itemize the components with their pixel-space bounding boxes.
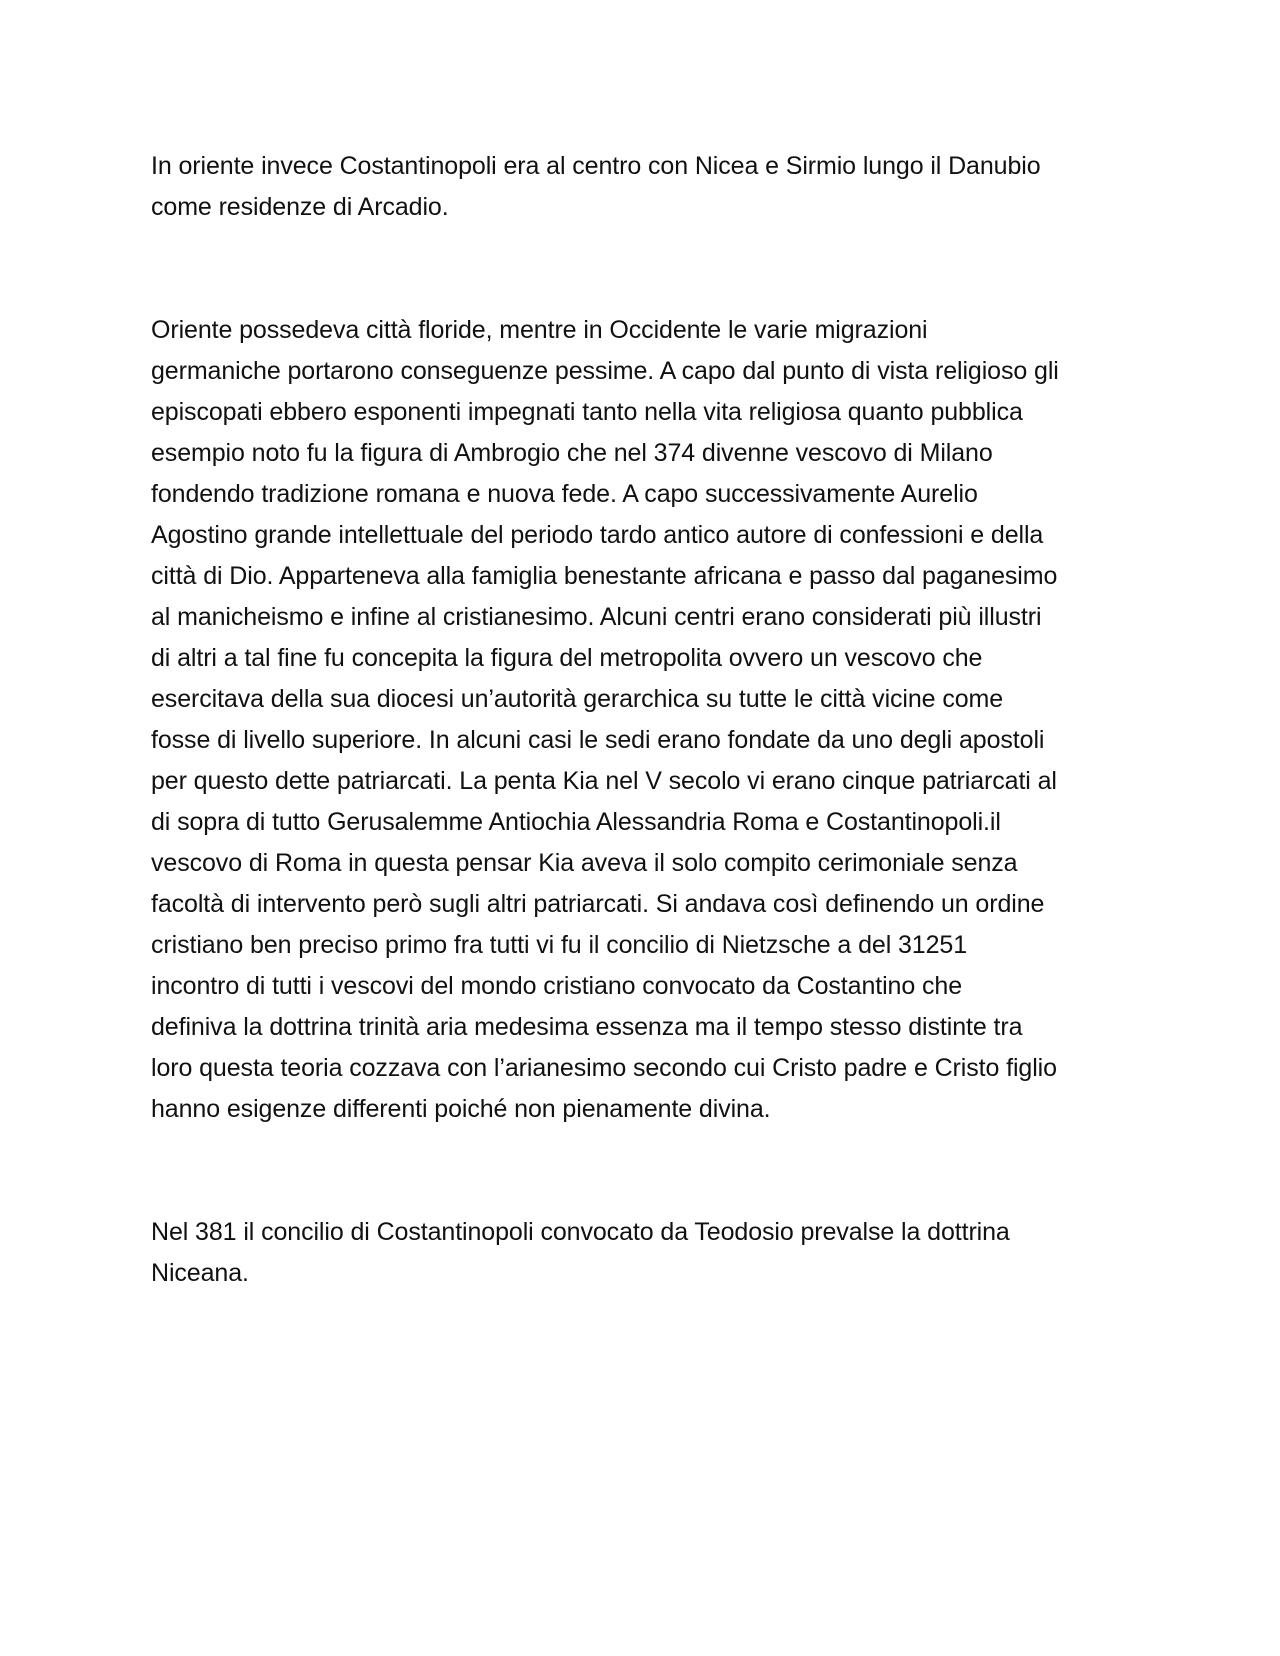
paragraph-spacer [151, 1130, 1141, 1212]
paragraph-concilio-costantinopoli: Nel 381 il concilio di Costantinopoli convocato da Teodosio prevalse la dottrina Niceana. [151, 1218, 1010, 1287]
paragraph-spacer [151, 228, 1141, 310]
document-body [151, 146, 1141, 1294]
paragraph-oriente-costantinopoli: In oriente invece Costantinopoli era al centro con Nicea e Sirmio lungo il Danubio come residenze di Arcadio. [151, 152, 1041, 221]
paragraph-oriente-citta: Oriente possedeva città floride, mentre in Occidente le varie migrazioni germaniche portarono conseguenze pessime. A capo dal punto di vista religioso gli episcopati ebbero esponenti impegnati tanto nella vita religiosa quanto pubblica esempio noto fu la figura di Ambrogio che nel 374 divenne vescovo di Milano fondendo tradizione romana e nuova fede. A capo successivamente Aurelio Agostino grande intellettuale del periodo tardo antico autore di confessioni e della città di Dio. Apparteneva alla famiglia benestante africana e passo dal paganesimo al manicheismo e infine al cristianesimo. Alcuni centri erano considerati più illustri di altri a tal fine fu concepita la figura del metropolita ovvero un vescovo che esercitava della sua diocesi un’autorità gerarchica su tutte le città vicine come fosse di livello superiore. In alcuni casi le sedi erano fondate da uno degli apostoli per questo dette patriarcati. La penta Kia nel V secolo vi erano cinque patriarcati al di sopra di tutto Gerusalemme Antiochia Alessandria Roma e Costantinopoli.il vescovo di Roma in questa pensar Kia aveva il solo compito cerimoniale senza facoltà di intervento però sugli altri patriarcati. Si andava così definendo un ordine cristiano ben preciso primo fra tutti vi fu il concilio di Nietzsche a del 31251 incontro di tutti i vescovi del mondo cristiano convocato da Costantino che definiva la dottrina trinità aria medesima essenza ma il tempo stesso distinte tra loro questa teoria cozzava con l’arianesimo secondo cui Cristo padre e Cristo figlio hanno esigenze differenti poiché non pienamente divina. [151, 316, 1059, 1123]
